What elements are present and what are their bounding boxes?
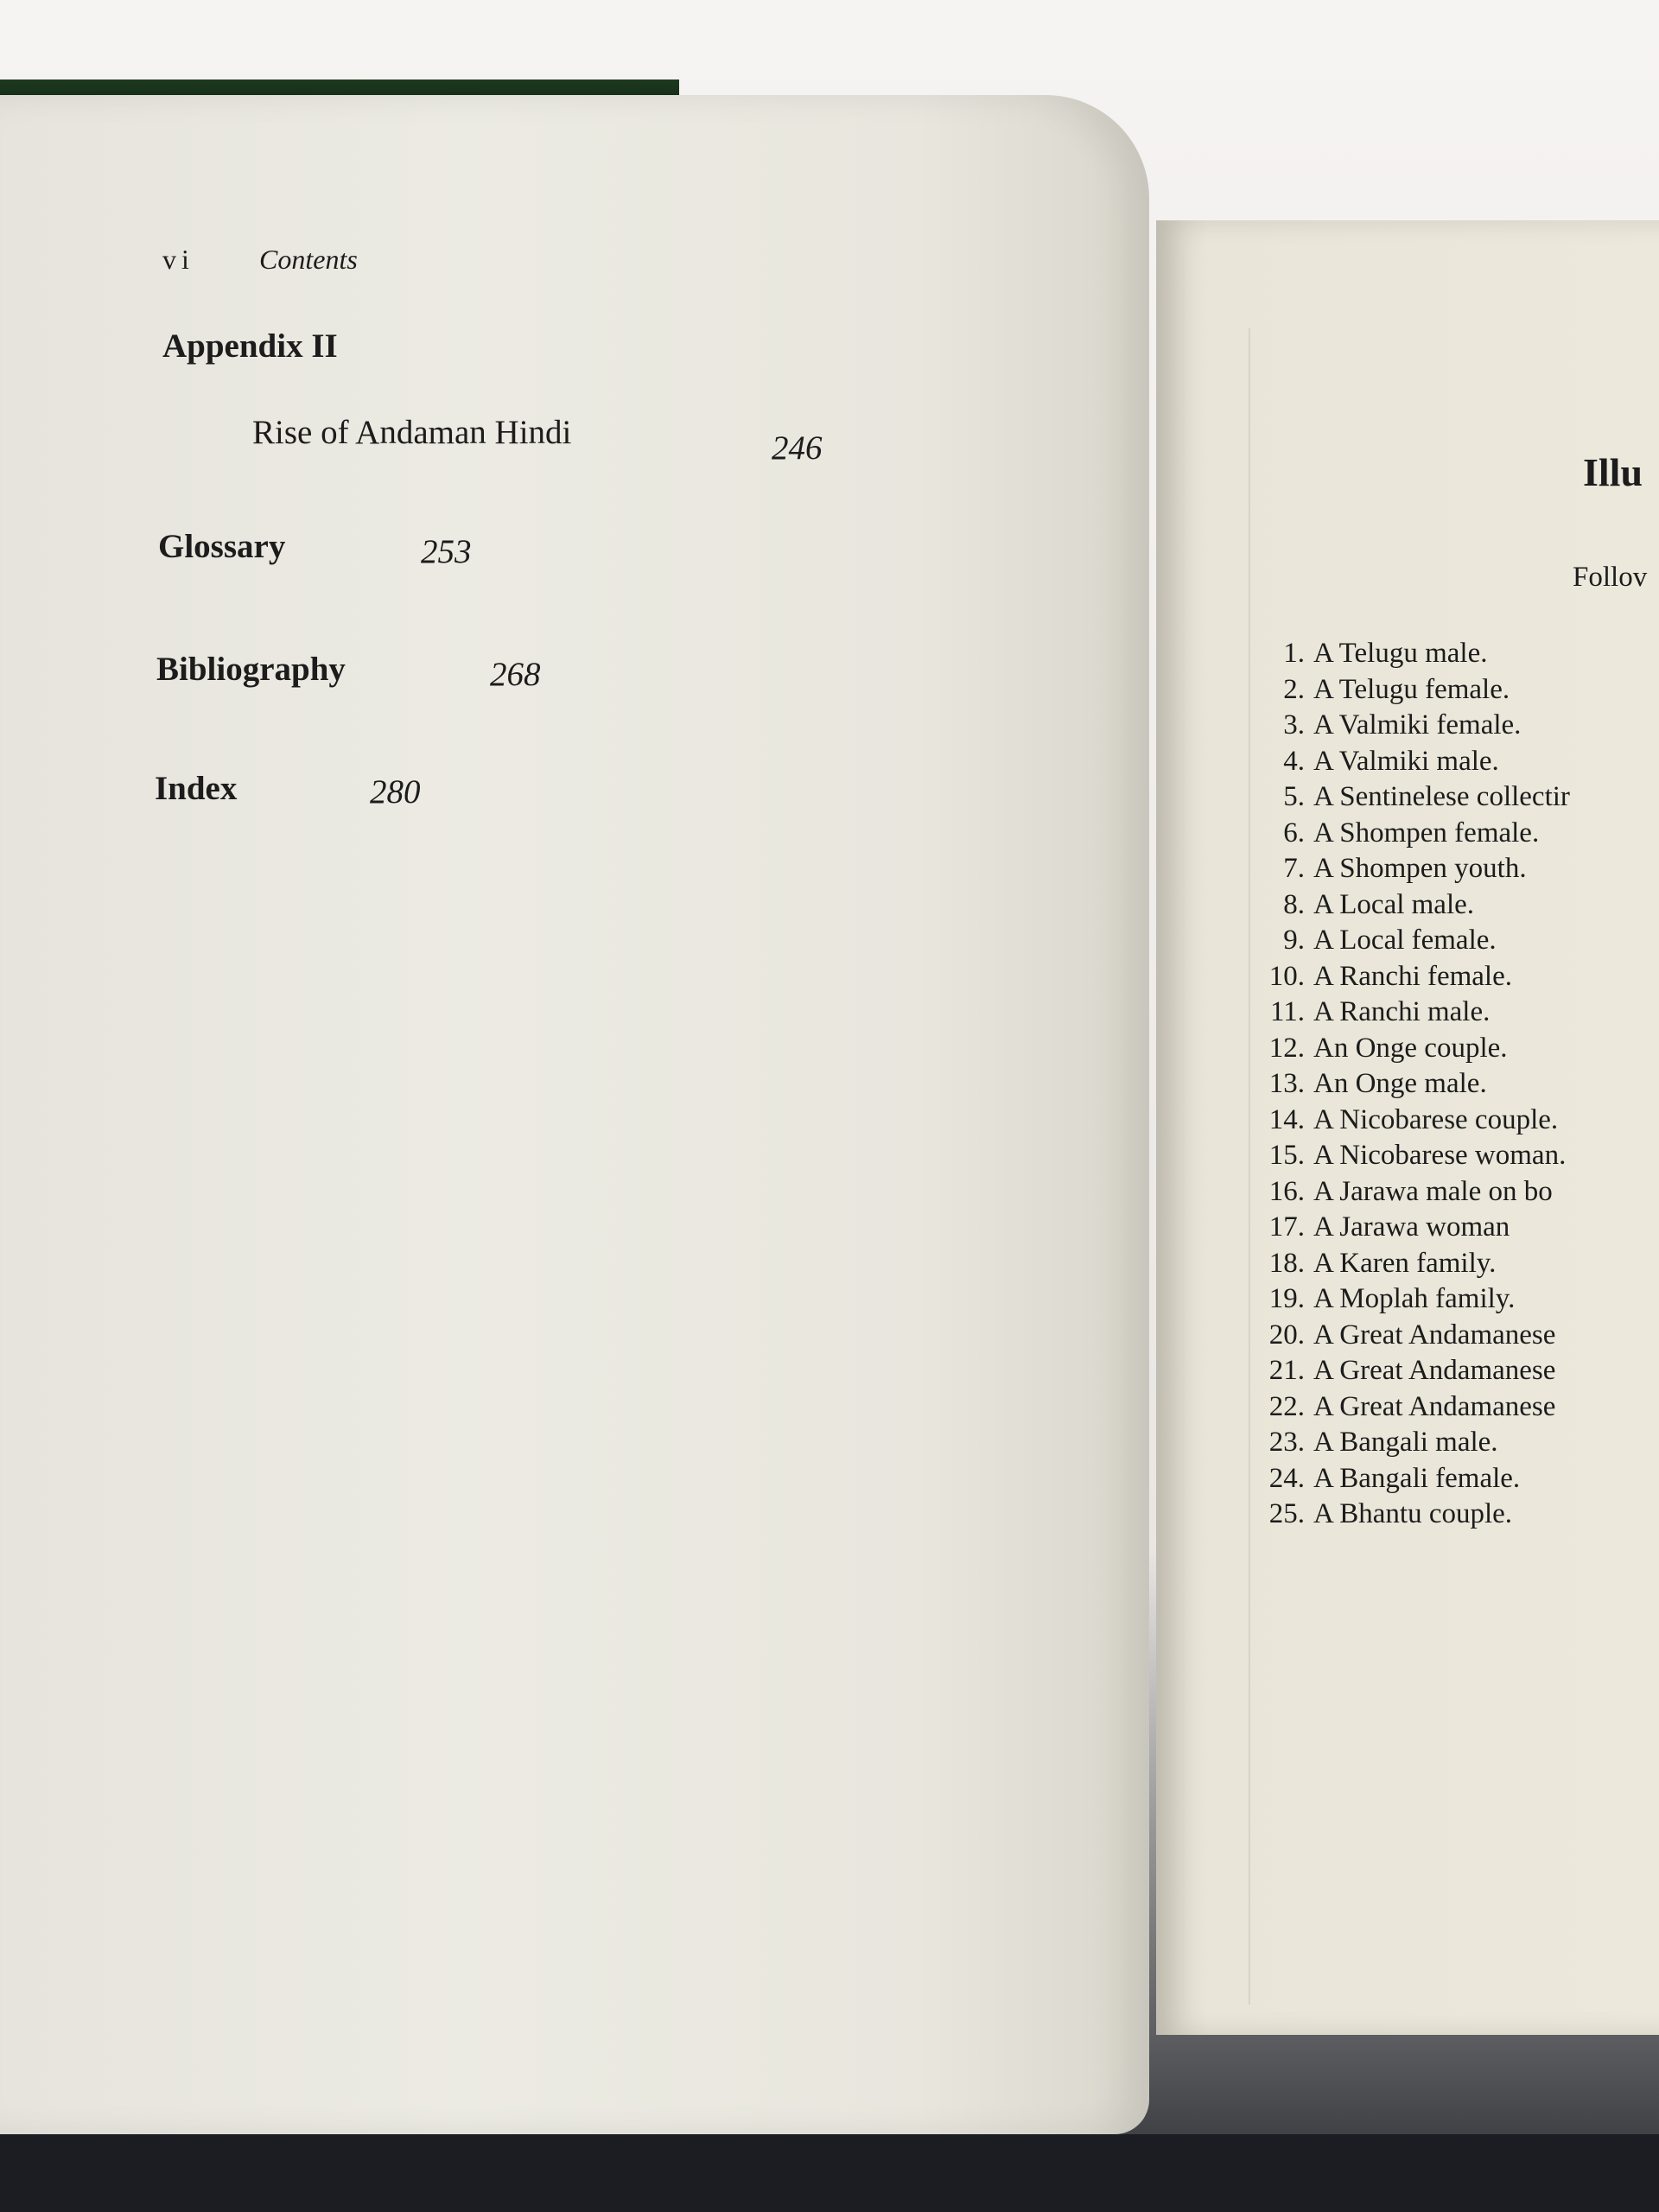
toc-heading-glossary: Glossary bbox=[158, 528, 286, 565]
list-item bbox=[1255, 961, 1659, 997]
item-text: A Great Andamanese bbox=[1313, 1390, 1556, 1422]
item-number: 7. bbox=[1283, 853, 1305, 884]
item-text: A Great Andamanese bbox=[1313, 1319, 1556, 1351]
item-text: A Sentinelese collectir bbox=[1313, 781, 1570, 812]
item-text: A Shompen female. bbox=[1313, 817, 1540, 849]
list-item bbox=[1255, 746, 1659, 782]
list-item bbox=[1255, 1498, 1659, 1535]
list-item bbox=[1255, 1248, 1659, 1284]
toc-page-246: 246 bbox=[772, 429, 823, 467]
list-item bbox=[1255, 1211, 1659, 1248]
item-text: A Bhantu couple. bbox=[1313, 1498, 1513, 1529]
item-text: A Telugu female. bbox=[1313, 673, 1510, 705]
page-folio: vi bbox=[162, 244, 194, 275]
item-number: 24. bbox=[1268, 1462, 1305, 1494]
item-text: A Karen family. bbox=[1313, 1247, 1497, 1279]
item-number: 21. bbox=[1268, 1355, 1305, 1386]
list-item bbox=[1255, 889, 1659, 925]
item-text: A Valmiki male. bbox=[1313, 745, 1499, 777]
item-number: 18. bbox=[1268, 1247, 1305, 1279]
item-text: A Local male. bbox=[1313, 888, 1475, 920]
item-text: An Onge couple. bbox=[1313, 1032, 1508, 1064]
list-item bbox=[1255, 996, 1659, 1033]
item-number: 25. bbox=[1268, 1498, 1305, 1529]
item-text: A Nicobarese woman. bbox=[1313, 1140, 1567, 1171]
list-item bbox=[1255, 1104, 1659, 1141]
list-item bbox=[1255, 1391, 1659, 1427]
item-text: A Telugu male. bbox=[1313, 638, 1488, 669]
illustrations-list bbox=[1255, 638, 1659, 1535]
list-item bbox=[1255, 1463, 1659, 1499]
list-item bbox=[1255, 1176, 1659, 1212]
illustrations-subtitle: Follov bbox=[1573, 562, 1648, 593]
list-item bbox=[1255, 1319, 1659, 1356]
item-number: 6. bbox=[1283, 817, 1305, 849]
toc-heading-bibliography: Bibliography bbox=[156, 651, 346, 688]
item-text: A Ranchi female. bbox=[1313, 960, 1513, 992]
item-number: 15. bbox=[1268, 1140, 1305, 1171]
item-number: 12. bbox=[1268, 1032, 1305, 1064]
toc-entry-rise-of-andaman-hindi: Rise of Andaman Hindi bbox=[252, 414, 572, 451]
list-item bbox=[1255, 709, 1659, 746]
item-number: 9. bbox=[1283, 925, 1305, 956]
list-item bbox=[1255, 674, 1659, 710]
list-item bbox=[1255, 853, 1659, 889]
item-number: 8. bbox=[1283, 888, 1305, 920]
item-number: 16. bbox=[1268, 1175, 1305, 1207]
running-head: Contents bbox=[259, 244, 358, 275]
item-text: A Shompen youth. bbox=[1313, 853, 1527, 884]
list-item bbox=[1255, 1033, 1659, 1069]
list-item bbox=[1255, 781, 1659, 817]
illustrations-title: Illu bbox=[1583, 450, 1643, 494]
list-item bbox=[1255, 817, 1659, 854]
toc-page-268: 268 bbox=[490, 656, 541, 693]
item-number: 14. bbox=[1268, 1103, 1305, 1135]
item-text: A Valmiki female. bbox=[1313, 709, 1522, 741]
item-number: 17. bbox=[1268, 1211, 1305, 1243]
toc-page-253: 253 bbox=[421, 533, 472, 570]
item-text: A Bangali female. bbox=[1313, 1462, 1521, 1494]
list-item bbox=[1255, 1140, 1659, 1176]
item-number: 23. bbox=[1268, 1427, 1305, 1458]
list-item bbox=[1255, 638, 1659, 674]
item-number: 13. bbox=[1268, 1068, 1305, 1099]
toc-heading-index: Index bbox=[155, 770, 238, 807]
list-item bbox=[1255, 1068, 1659, 1104]
book-bottom-edge bbox=[0, 2134, 1659, 2212]
item-text: A Bangali male. bbox=[1313, 1427, 1498, 1458]
item-text: A Jarawa male on bo bbox=[1313, 1175, 1553, 1207]
toc-page-280: 280 bbox=[370, 773, 421, 810]
list-item bbox=[1255, 1427, 1659, 1463]
toc-heading-appendix-ii: Appendix II bbox=[162, 327, 338, 365]
item-text: A Local female. bbox=[1313, 925, 1497, 956]
item-number: 2. bbox=[1283, 673, 1305, 705]
item-number: 19. bbox=[1268, 1283, 1305, 1314]
list-item bbox=[1255, 1283, 1659, 1319]
item-text: A Moplah family. bbox=[1313, 1283, 1516, 1314]
item-number: 5. bbox=[1283, 781, 1305, 812]
list-item bbox=[1255, 1355, 1659, 1391]
item-number: 4. bbox=[1283, 745, 1305, 777]
item-number: 20. bbox=[1268, 1319, 1305, 1351]
item-number: 11. bbox=[1269, 996, 1305, 1027]
item-number: 3. bbox=[1283, 709, 1305, 741]
item-number: 22. bbox=[1268, 1390, 1305, 1422]
item-text: A Nicobarese couple. bbox=[1313, 1103, 1559, 1135]
item-text: A Great Andamanese bbox=[1313, 1355, 1556, 1386]
item-number: 10. bbox=[1268, 960, 1305, 992]
item-text: A Ranchi male. bbox=[1313, 996, 1491, 1027]
list-item bbox=[1255, 925, 1659, 961]
item-text: An Onge male. bbox=[1313, 1068, 1487, 1099]
item-text: A Jarawa woman bbox=[1313, 1211, 1510, 1243]
item-number: 1. bbox=[1283, 638, 1305, 669]
left-page bbox=[0, 95, 1149, 2134]
